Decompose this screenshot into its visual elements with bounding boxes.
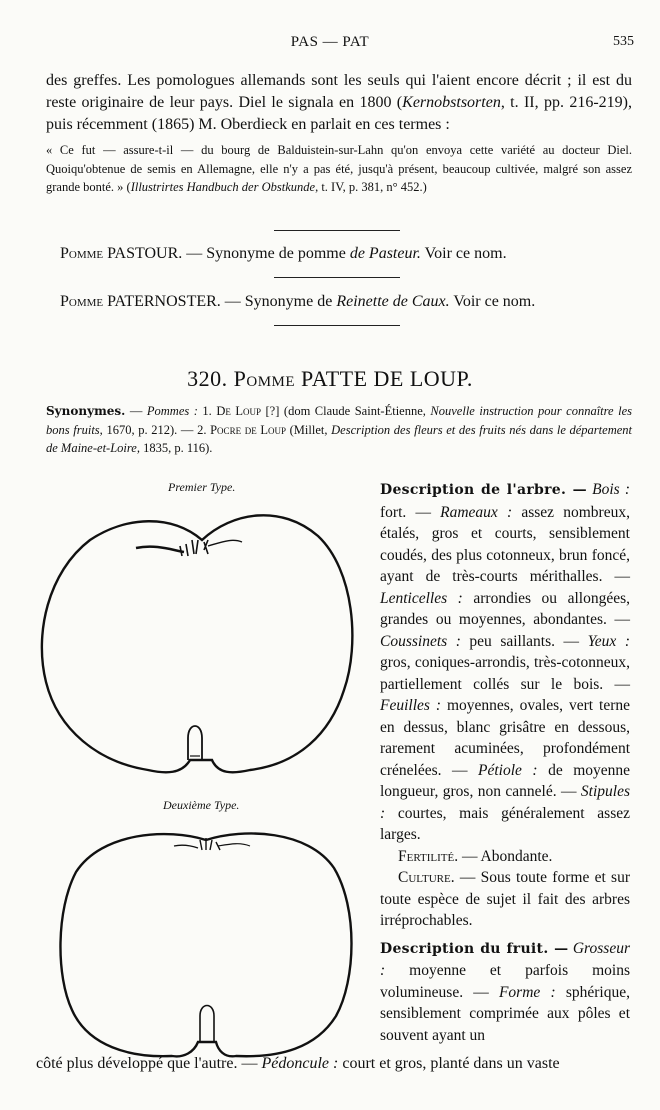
oberdieck-quote [46, 141, 632, 197]
term-label: Lenticelles : [380, 589, 463, 607]
syn-text: 1670, p. 212). — 2. [102, 422, 211, 437]
separator-rule [274, 325, 400, 326]
entry-end: Voir ce nom. [449, 293, 536, 310]
entry-name: PATERNOSTER. [107, 293, 221, 310]
page-number: 535 [613, 34, 634, 49]
term-label: Feuilles : [380, 697, 442, 714]
figure-caption-second-type: Deuxième Type. [163, 798, 240, 812]
term-label: Stipules : [380, 783, 630, 822]
entry-text: — Synonyme de [220, 293, 337, 310]
section-title [0, 366, 660, 392]
heading-dash: — [566, 482, 587, 498]
page-header [0, 34, 660, 54]
last-line-term: Pédoncule : [261, 1055, 339, 1072]
entry-reference: Reinette de Caux. [336, 293, 450, 310]
intro-paragraph [46, 70, 632, 136]
syn-text: — [125, 404, 147, 418]
term-text: assez nombreux, étalés, gros et courts, sensiblement coudés, des plus cotonneux, brun foncé, ayant de très-courts mérithalles. — [380, 503, 630, 585]
figure-caption-first-type: Premier Type. [168, 480, 236, 494]
term-label: Pétiole : [478, 761, 538, 779]
syn-text: 1. [197, 404, 217, 418]
term-text: courtes, mais généralement assez larges. [380, 804, 630, 843]
apple-section-figure-1 [36, 494, 366, 780]
term-label: Bois : [592, 481, 630, 498]
running-head: PAS — PAT [290, 34, 370, 50]
synonymes-head: Synonymes. [46, 404, 126, 418]
term-label: Grosseur : [380, 939, 630, 979]
culture-text: — Sous toute forme et sur toute espèce de sujet il fait des arbres irréprochables. [380, 869, 630, 929]
term-label: Yeux : [587, 632, 630, 650]
heading-dash: — [548, 940, 569, 957]
title-number: 320. [187, 366, 228, 391]
fruit-description [380, 938, 630, 1047]
fruit-heading: Description du fruit. [380, 940, 549, 957]
syn-name: De Loup [216, 404, 261, 418]
term-text: moyennes, ovales, vert terne en dessus, blanc grisâtre en dessous, rarement acuminées, profondément crénelées. — [380, 697, 630, 779]
syn-italic: Pommes : [146, 404, 198, 418]
entry-reference: de Pasteur. [349, 245, 421, 262]
entry-name: PASTOUR. [107, 245, 183, 262]
title-name: PATTE DE LOUP. [301, 366, 473, 391]
term-text: moyenne et parfois moins volumineuse. — [380, 962, 630, 1001]
syn-text: 1835, p. 116). [139, 441, 213, 455]
term-label: Forme : [498, 983, 556, 1001]
term-text: de moyenne longueur, gros, non cannelé. — [380, 761, 631, 800]
fertilite-label: Fertilité. [398, 847, 459, 865]
description-column [380, 479, 630, 1046]
arbre-heading: Description de l'arbre. [380, 482, 567, 498]
entry-end: Voir ce nom. [420, 245, 507, 262]
last-line-text-1: côté plus développé que l'autre. — [36, 1055, 262, 1072]
fertilite-text: — Abondante. [458, 847, 553, 865]
syn-name: Pocre de Loup [210, 422, 286, 437]
last-line [36, 1055, 636, 1073]
entry-pastour [60, 245, 507, 263]
synonymes-paragraph [46, 402, 632, 458]
entry-paternoster [60, 293, 535, 311]
entry-label: Pomme [60, 293, 104, 310]
separator-rule [274, 230, 400, 231]
arbre-description [380, 479, 630, 846]
term-label: Rameaux : [440, 503, 513, 521]
entry-text: — Synonyme de pomme [182, 245, 350, 262]
culture-label: Culture. [398, 869, 455, 886]
term-text: arrondies ou allongées, grandes ou moyennes, abondantes. — [380, 589, 630, 628]
culture-paragraph [380, 867, 630, 932]
syn-text: [?] (dom Claude Saint-Étienne, [261, 404, 431, 418]
term-text: fort. — [380, 503, 441, 521]
term-text: sphérique, sensiblement comprimée aux pôles et souvent ayant un [380, 983, 630, 1044]
entry-label: Pomme [60, 245, 104, 262]
term-text: peu saillants. — [460, 632, 588, 650]
intro-text-1: des greffes. Les pomologues allemands sont les seuls qui l'aient encore décrit ; il est du reste originaire de leur pays. Diel le signala en 1800 ( [46, 72, 632, 111]
intro-text-2: , t. II, pp. 216-219), puis récemment (1865) M. Oberdieck en parlait en ces termes : [46, 94, 633, 133]
term-label: Coussinets : [380, 632, 461, 650]
syn-italic: Description des fleurs et des fruits nés dans le département de Maine-et-Loire, [46, 422, 632, 455]
syn-text: (Millet, [286, 422, 332, 437]
last-line-text-2: court et gros, planté dans un vaste [338, 1055, 560, 1072]
syn-italic: Nouvelle instruction pour connaître les bons fruits, [46, 404, 633, 437]
fertilite-paragraph [380, 846, 630, 868]
quote-text-1: « Ce fut — assure-t-il — du bourg de Balduistein-sur-Lahn qu'on envoya cette variété au docteur Diel. Quoiqu'obtenue de semis en Allemagne, elle n'y a pas été, jusqu'à présent, beaucoup cultivée, malgré son assez grande bonté. » ( [46, 143, 632, 194]
title-label: Pomme [233, 366, 296, 391]
term-text: gros, coniques-arrondis, très-cotonneux, partiellement collés sur le bois. — [380, 654, 630, 693]
quote-text-2: , t. IV, p. 381, n° 452.) [315, 180, 427, 194]
quote-work-title: Illustrirtes Handbuch der Obstkunde [130, 180, 316, 194]
separator-rule [274, 277, 400, 278]
intro-work-title: Kernobstsorten [402, 94, 501, 111]
apple-section-figure-2 [54, 810, 358, 1066]
